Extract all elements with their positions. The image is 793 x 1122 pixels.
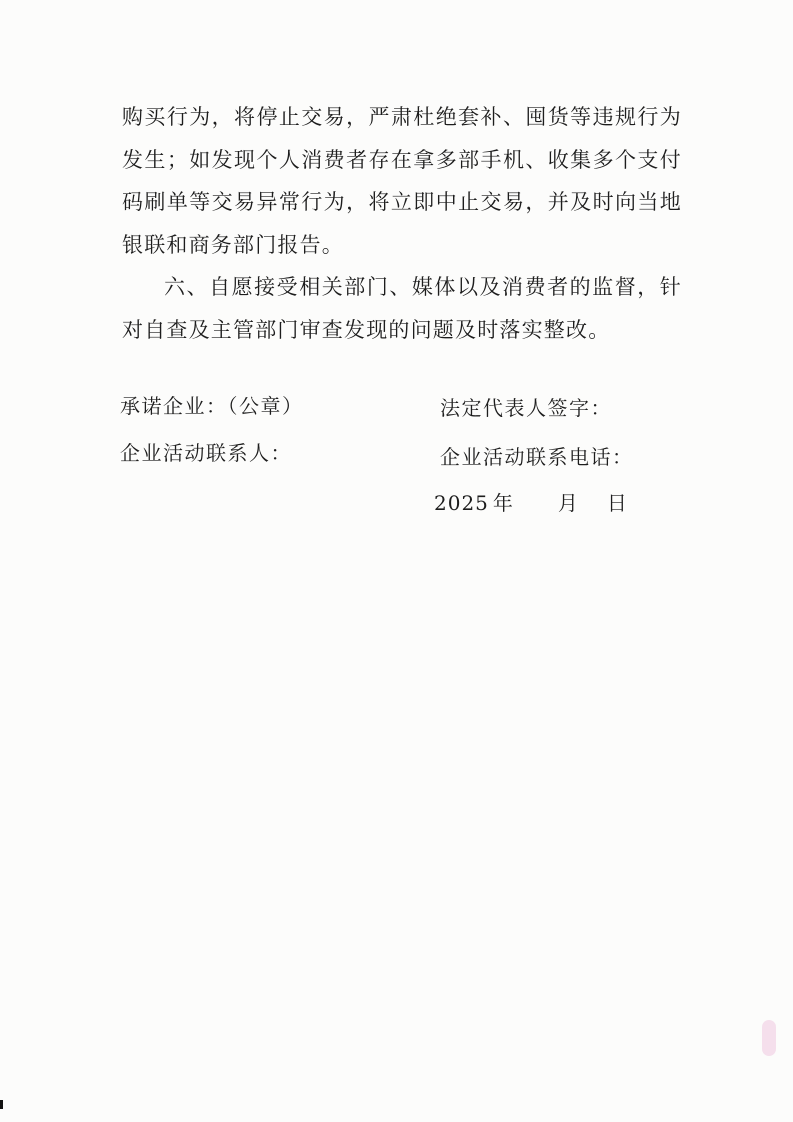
company-seal-label: 承诺企业：（公章）	[120, 394, 304, 418]
paragraph-item-six: 六、自愿接受相关部门、媒体以及消费者的监督，针对自查及主管部门审查发现的问题及时落实整改。	[122, 275, 682, 342]
date-year: 2025	[434, 491, 489, 515]
date-line	[434, 487, 628, 516]
paragraph-continuation: 购买行为，将停止交易，严肃杜绝套补、囤货等违规行为发生；如发现个人消费者存在拿多部手机、收集多个支付码刷单等交易异常行为，将立即中止交易，并及时向当地银联和商务部门报告。	[122, 105, 682, 257]
activity-contact-label: 企业活动联系人：	[120, 441, 292, 465]
scan-edge-mark	[0, 1100, 3, 1109]
legal-representative-signature-label: 法定代表人签字：	[440, 396, 612, 420]
scan-smudge	[762, 1020, 776, 1056]
date-month-label: 月	[557, 491, 579, 515]
date-day-label: 日	[606, 491, 628, 515]
document-body	[122, 96, 682, 351]
date-year-label: 年	[492, 491, 514, 515]
activity-contact-phone-label: 企业活动联系电话：	[440, 445, 634, 469]
